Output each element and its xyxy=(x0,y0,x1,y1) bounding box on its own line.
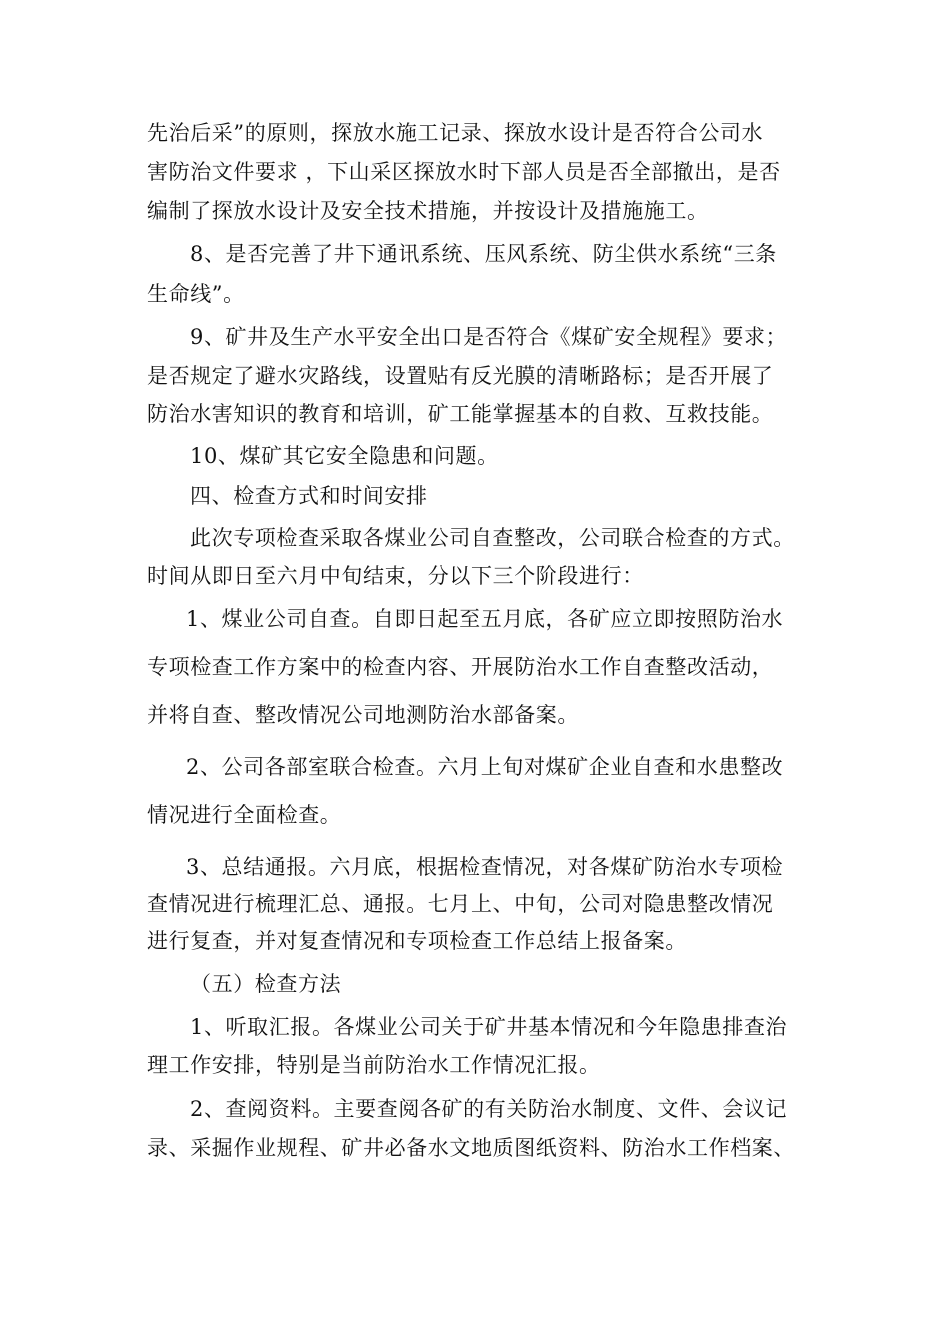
text-line: 查情况进行梳理汇总、通报。七月上、中旬，公司对隐患整改情况 xyxy=(147,892,774,916)
text-line: 是否规定了避水灾路线，设置贴有反光膜的清晰路标；是否开展了 xyxy=(147,364,774,388)
section-heading: （五）检查方法 xyxy=(190,972,342,996)
text-line: 录、采掘作业规程、矿井必备水文地质图纸资料、防治水工作档案、 xyxy=(147,1136,795,1160)
text-line: 1、煤业公司自查。自即日起至五月底，各矿应立即按照防治水 xyxy=(186,607,784,631)
text-line: 9、矿井及生产水平安全出口是否符合《煤矿安全规程》要求； xyxy=(190,325,788,349)
text-line: 专项检查工作方案中的检查内容、开展防治水工作自查整改活动， xyxy=(147,655,774,679)
text-line: 编制了探放水设计及安全技术措施，并按设计及措施施工。 xyxy=(147,199,709,223)
text-line: 8、是否完善了井下通讯系统、压风系统、防尘供水系统“三条 xyxy=(190,242,777,266)
text-line: 2、查阅资料。主要查阅各矿的有关防治水制度、文件、会议记 xyxy=(190,1097,788,1121)
text-line: 情况进行全面检查。 xyxy=(147,803,342,827)
text-line: 2、公司各部室联合检查。六月上旬对煤矿企业自查和水患整改 xyxy=(186,755,784,779)
text-line: 此次专项检查采取各煤业公司自查整改，公司联合检查的方式。 xyxy=(190,526,795,550)
text-line: 10、煤矿其它安全隐患和问题。 xyxy=(190,444,499,468)
text-line: 害防治文件要求 ，下山采区探放水时下部人员是否全部撤出，是否 xyxy=(147,160,781,184)
text-line: 进行复查，并对复查情况和专项检查工作总结上报备案。 xyxy=(147,929,687,953)
text-line: 先治后采”的原则，探放水施工记录、探放水设计是否符合公司水 xyxy=(147,121,764,145)
text-line: 防治水害知识的教育和培训，矿工能掌握基本的自救、互救技能。 xyxy=(147,402,774,426)
text-line: 1、听取汇报。各煤业公司关于矿井基本情况和今年隐患排查治 xyxy=(190,1015,788,1039)
section-heading: 四、检查方式和时间安排 xyxy=(190,484,428,508)
text-line: 3、总结通报。六月底，根据检查情况，对各煤矿防治水专项检 xyxy=(186,855,784,879)
text-line: 理工作安排，特别是当前防治水工作情况汇报。 xyxy=(147,1053,601,1077)
text-line: 并将自查、整改情况公司地测防治水部备案。 xyxy=(147,703,579,727)
text-line: 时间从即日至六月中旬结束，分以下三个阶段进行： xyxy=(147,564,644,588)
text-line: 生命线”。 xyxy=(147,282,245,306)
